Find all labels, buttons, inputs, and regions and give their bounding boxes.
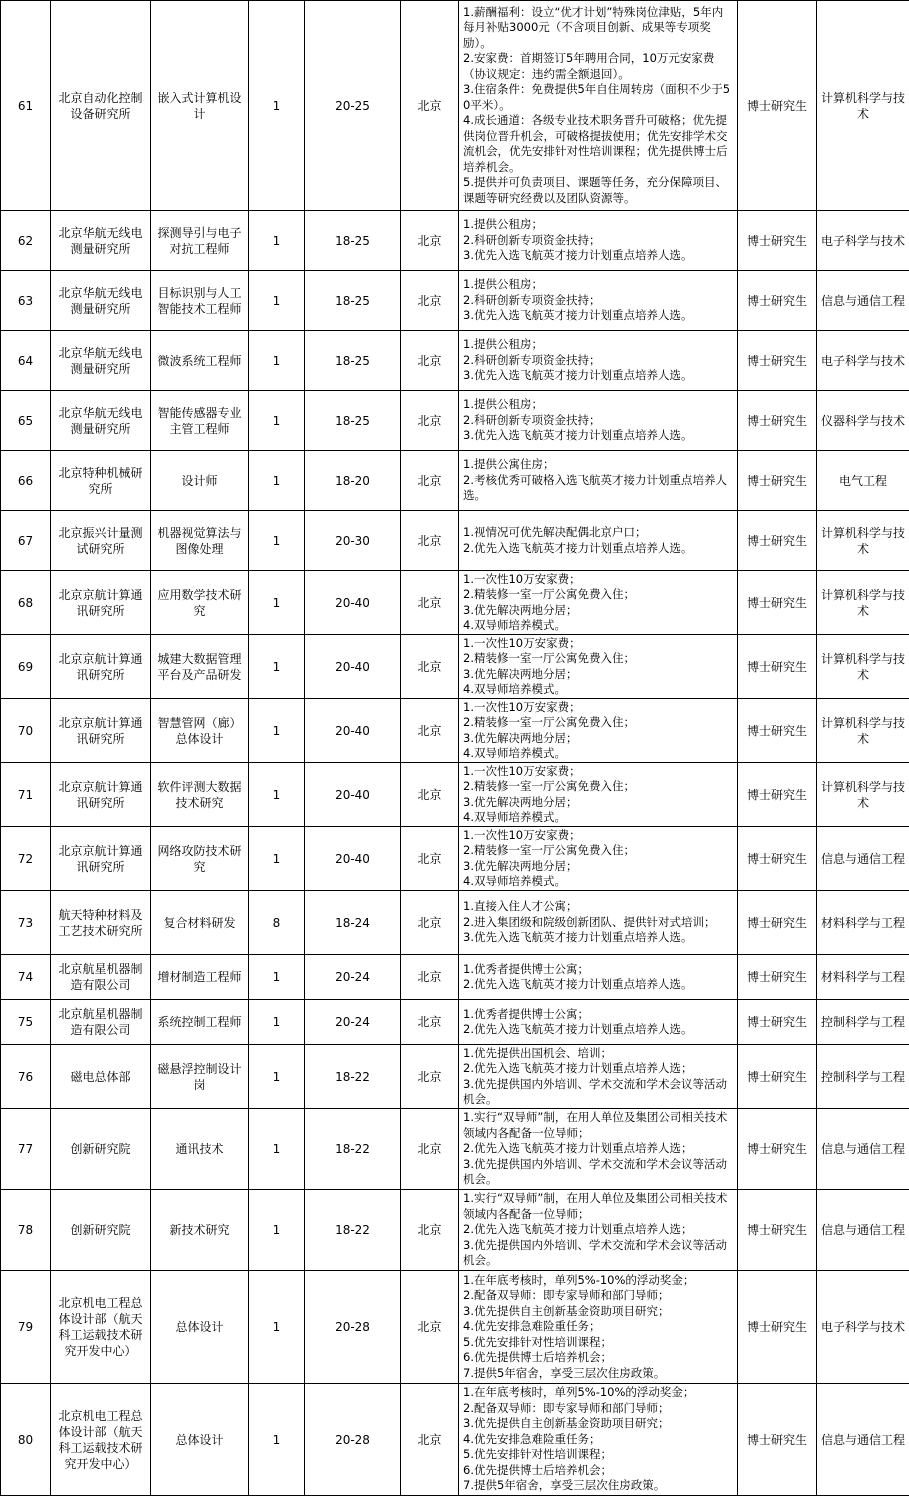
city-cell: 北京 xyxy=(401,1,459,211)
headcount-cell: 1 xyxy=(249,1190,305,1271)
major-cell: 电气工程 xyxy=(817,451,909,511)
benefit-line: 3.住宿条件：免费提供5年自住周转房（面积不少于50平米）。 xyxy=(463,82,733,113)
degree-cell: 博士研究生 xyxy=(738,891,817,955)
benefit-line: 1.优秀者提供博士公寓； xyxy=(463,1007,733,1023)
age-range-cell: 18-22 xyxy=(305,1190,401,1271)
headcount-cell: 1 xyxy=(249,699,305,763)
city-cell: 北京 xyxy=(401,331,459,391)
position-cell: 网络攻防技术研究 xyxy=(151,827,249,891)
table-row xyxy=(1,391,909,451)
city-cell: 北京 xyxy=(401,211,459,271)
benefit-line: 4.双导师培养模式。 xyxy=(463,682,733,698)
benefit-line: 5.优先安排针对性培训课程； xyxy=(463,1447,733,1463)
major-cell: 信息与通信工程 xyxy=(817,271,909,331)
benefit-line: 3.优先提供国内外培训、学术交流和学术会议等活动机会。 xyxy=(463,1238,733,1269)
city-cell: 北京 xyxy=(401,511,459,571)
benefit-line: 1.在年底考核时，单列5%-10%的浮动奖金； xyxy=(463,1273,733,1289)
degree-cell: 博士研究生 xyxy=(738,511,817,571)
benefit-line: 2.考核优秀可破格入选飞航英才接力计划重点培养人选。 xyxy=(463,473,733,504)
benefit-line: 2.安家费：首期签订5年聘用合同，10万元安家费（协议规定：违约需全额退回）。 xyxy=(463,51,733,82)
row-number: 73 xyxy=(1,891,51,955)
benefit-line: 1.直接入住人才公寓； xyxy=(463,899,733,915)
row-number: 71 xyxy=(1,763,51,827)
city-cell: 北京 xyxy=(401,451,459,511)
row-number: 75 xyxy=(1,1000,51,1045)
age-range-cell: 20-28 xyxy=(305,1384,401,1496)
city-cell: 北京 xyxy=(401,955,459,1000)
benefit-line: 2.科研创新专项资金扶持； xyxy=(463,413,733,429)
city-cell: 北京 xyxy=(401,699,459,763)
benefit-line: 2.优先入选飞航英才接力计划重点培养人选； xyxy=(463,1141,733,1157)
benefits-cell xyxy=(459,451,738,511)
degree-cell: 博士研究生 xyxy=(738,1000,817,1045)
organization-cell: 北京京航计算通讯研究所 xyxy=(51,699,151,763)
position-cell: 磁悬浮控制设计岗 xyxy=(151,1045,249,1109)
table-row xyxy=(1,211,909,271)
row-number: 76 xyxy=(1,1045,51,1109)
degree-cell: 博士研究生 xyxy=(738,1190,817,1271)
age-range-cell: 18-25 xyxy=(305,271,401,331)
headcount-cell: 1 xyxy=(249,1,305,211)
benefit-line: 1.提供公租房； xyxy=(463,337,733,353)
benefit-line: 2.科研创新专项资金扶持； xyxy=(463,293,733,309)
position-cell: 系统控制工程师 xyxy=(151,1000,249,1045)
major-cell: 计算机科学与技术 xyxy=(817,635,909,699)
benefit-line: 5.提供并可负责项目、课题等任务，充分保障项目、课题等研究经费以及团队资源等。 xyxy=(463,175,733,206)
age-range-cell: 20-30 xyxy=(305,511,401,571)
table-body xyxy=(1,1,909,1496)
benefit-line: 1.一次性10万安家费； xyxy=(463,636,733,652)
benefit-line: 1.薪酬福利：设立“优才计划”特殊岗位津贴，5年内每月补贴3000元（不含项目创新、成果等专项奖励）。 xyxy=(463,5,733,52)
benefits-cell xyxy=(459,391,738,451)
position-cell: 微波系统工程师 xyxy=(151,331,249,391)
age-range-cell: 20-25 xyxy=(305,1,401,211)
degree-cell: 博士研究生 xyxy=(738,1045,817,1109)
age-range-cell: 20-24 xyxy=(305,1000,401,1045)
organization-cell: 北京京航计算通讯研究所 xyxy=(51,571,151,635)
position-cell: 机器视觉算法与图像处理 xyxy=(151,511,249,571)
row-number: 63 xyxy=(1,271,51,331)
benefit-line: 2.科研创新专项资金扶持； xyxy=(463,233,733,249)
benefit-line: 1.视情况可优先解决配偶北京户口； xyxy=(463,525,733,541)
position-cell: 智能传感器专业主管工程师 xyxy=(151,391,249,451)
position-cell: 新技术研究 xyxy=(151,1190,249,1271)
position-cell: 探测导引与电子对抗工程师 xyxy=(151,211,249,271)
row-number: 74 xyxy=(1,955,51,1000)
major-cell: 电子科学与技术 xyxy=(817,211,909,271)
benefit-line: 3.优先解决两地分居； xyxy=(463,603,733,619)
table-row xyxy=(1,635,909,699)
organization-cell: 磁电总体部 xyxy=(51,1045,151,1109)
organization-cell: 北京振兴计量测试研究所 xyxy=(51,511,151,571)
headcount-cell: 1 xyxy=(249,571,305,635)
position-cell: 设计师 xyxy=(151,451,249,511)
city-cell: 北京 xyxy=(401,1045,459,1109)
headcount-cell: 1 xyxy=(249,1000,305,1045)
age-range-cell: 20-40 xyxy=(305,571,401,635)
table-row xyxy=(1,1384,909,1496)
major-cell: 电子科学与技术 xyxy=(817,1271,909,1384)
benefits-cell xyxy=(459,891,738,955)
benefits-cell xyxy=(459,827,738,891)
benefit-line: 3.优先提供自主创新基金资助项目研究； xyxy=(463,1416,733,1432)
organization-cell: 北京京航计算通讯研究所 xyxy=(51,635,151,699)
degree-cell: 博士研究生 xyxy=(738,331,817,391)
degree-cell: 博士研究生 xyxy=(738,391,817,451)
city-cell: 北京 xyxy=(401,763,459,827)
benefits-cell xyxy=(459,1271,738,1384)
benefit-line: 2.配备双导师：即专家导师和部门导师； xyxy=(463,1288,733,1304)
benefit-line: 2.精装修一室一厅公寓免费入住； xyxy=(463,587,733,603)
row-number: 62 xyxy=(1,211,51,271)
headcount-cell: 1 xyxy=(249,211,305,271)
benefit-line: 1.实行“双导师”制，在用人单位及集团公司相关技术领域内各配备一位导师； xyxy=(463,1191,733,1222)
degree-cell: 博士研究生 xyxy=(738,827,817,891)
benefit-line: 3.优先提供国内外培训、学术交流和学术会议等活动机会。 xyxy=(463,1157,733,1188)
degree-cell: 博士研究生 xyxy=(738,635,817,699)
row-number: 79 xyxy=(1,1271,51,1384)
benefits-cell xyxy=(459,955,738,1000)
benefits-cell xyxy=(459,1000,738,1045)
benefit-line: 1.在年底考核时，单列5%-10%的浮动奖金； xyxy=(463,1385,733,1401)
benefit-line: 3.优先入选飞航英才接力计划重点培养人选。 xyxy=(463,308,733,324)
table-row xyxy=(1,763,909,827)
table-row xyxy=(1,331,909,391)
age-range-cell: 20-40 xyxy=(305,827,401,891)
table-row xyxy=(1,1109,909,1190)
organization-cell: 北京航星机器制造有限公司 xyxy=(51,955,151,1000)
position-cell: 通讯技术 xyxy=(151,1109,249,1190)
benefits-cell xyxy=(459,511,738,571)
city-cell: 北京 xyxy=(401,571,459,635)
major-cell: 信息与通信工程 xyxy=(817,827,909,891)
age-range-cell: 20-40 xyxy=(305,763,401,827)
row-number: 70 xyxy=(1,699,51,763)
city-cell: 北京 xyxy=(401,635,459,699)
benefit-line: 1.提供公租房； xyxy=(463,217,733,233)
position-cell: 增材制造工程师 xyxy=(151,955,249,1000)
row-number: 77 xyxy=(1,1109,51,1190)
table-row xyxy=(1,1190,909,1271)
benefit-line: 4.双导师培养模式。 xyxy=(463,746,733,762)
table-row xyxy=(1,699,909,763)
organization-cell: 北京华航无线电测量研究所 xyxy=(51,211,151,271)
headcount-cell: 1 xyxy=(249,1045,305,1109)
city-cell: 北京 xyxy=(401,271,459,331)
benefit-line: 3.优先入选飞航英才接力计划重点培养人选。 xyxy=(463,428,733,444)
benefit-line: 4.优先安排急难险重任务； xyxy=(463,1319,733,1335)
benefit-line: 3.优先提供国内外培训、学术交流和学术会议等活动机会。 xyxy=(463,1077,733,1108)
degree-cell: 博士研究生 xyxy=(738,1109,817,1190)
age-range-cell: 18-25 xyxy=(305,331,401,391)
benefit-line: 2.科研创新专项资金扶持； xyxy=(463,353,733,369)
position-cell: 总体设计 xyxy=(151,1271,249,1384)
position-cell: 复合材料研发 xyxy=(151,891,249,955)
benefit-line: 2.精装修一室一厅公寓免费入住； xyxy=(463,843,733,859)
row-number: 66 xyxy=(1,451,51,511)
headcount-cell: 1 xyxy=(249,451,305,511)
benefit-line: 3.优先解决两地分居； xyxy=(463,667,733,683)
table-row xyxy=(1,1045,909,1109)
benefit-line: 3.优先入选飞航英才接力计划重点培养人选。 xyxy=(463,368,733,384)
position-cell: 嵌入式计算机设计 xyxy=(151,1,249,211)
table-row xyxy=(1,827,909,891)
benefit-line: 1.提供公租房； xyxy=(463,397,733,413)
table-row xyxy=(1,891,909,955)
organization-cell: 北京机电工程总体设计部（航天科工运载技术研究开发中心） xyxy=(51,1384,151,1496)
row-number: 72 xyxy=(1,827,51,891)
degree-cell: 博士研究生 xyxy=(738,211,817,271)
headcount-cell: 1 xyxy=(249,331,305,391)
degree-cell: 博士研究生 xyxy=(738,763,817,827)
major-cell: 控制科学与工程 xyxy=(817,1045,909,1109)
major-cell: 计算机科学与技术 xyxy=(817,699,909,763)
benefit-line: 2.精装修一室一厅公寓免费入住； xyxy=(463,779,733,795)
organization-cell: 北京华航无线电测量研究所 xyxy=(51,391,151,451)
age-range-cell: 18-25 xyxy=(305,391,401,451)
city-cell: 北京 xyxy=(401,891,459,955)
table-row xyxy=(1,1,909,211)
benefit-line: 4.双导师培养模式。 xyxy=(463,618,733,634)
organization-cell: 北京京航计算通讯研究所 xyxy=(51,827,151,891)
row-number: 67 xyxy=(1,511,51,571)
position-cell: 目标识别与人工智能技术工程师 xyxy=(151,271,249,331)
organization-cell: 创新研究院 xyxy=(51,1190,151,1271)
benefit-line: 2.进入集团级和院级创新团队、提供针对式培训； xyxy=(463,915,733,931)
benefit-line: 4.优先安排急难险重任务； xyxy=(463,1432,733,1448)
headcount-cell: 1 xyxy=(249,827,305,891)
headcount-cell: 8 xyxy=(249,891,305,955)
benefits-cell xyxy=(459,271,738,331)
benefit-line: 2.配备双导师：即专家导师和部门导师； xyxy=(463,1401,733,1417)
table-row xyxy=(1,955,909,1000)
major-cell: 控制科学与工程 xyxy=(817,1000,909,1045)
degree-cell: 博士研究生 xyxy=(738,1271,817,1384)
benefit-line: 6.优先提供博士后培养机会； xyxy=(463,1463,733,1479)
city-cell: 北京 xyxy=(401,1000,459,1045)
benefits-cell xyxy=(459,763,738,827)
benefit-line: 1.优先提供出国机会、培训； xyxy=(463,1046,733,1062)
degree-cell: 博士研究生 xyxy=(738,271,817,331)
benefit-line: 3.优先解决两地分居； xyxy=(463,731,733,747)
benefit-line: 1.一次性10万安家费； xyxy=(463,700,733,716)
benefit-line: 4.成长通道：各级专业技术职务晋升可破格；优先提供岗位晋升机会，可破格提拔使用；优先安排学术交流机会，优先安排针对性培训课程；优先提供博士后培养机会。 xyxy=(463,113,733,175)
city-cell: 北京 xyxy=(401,1109,459,1190)
benefit-line: 6.优先提供博士后培养机会； xyxy=(463,1350,733,1366)
table-row xyxy=(1,1271,909,1384)
city-cell: 北京 xyxy=(401,827,459,891)
benefit-line: 4.双导师培养模式。 xyxy=(463,874,733,890)
headcount-cell: 1 xyxy=(249,1271,305,1384)
city-cell: 北京 xyxy=(401,391,459,451)
benefit-line: 2.精装修一室一厅公寓免费入住； xyxy=(463,651,733,667)
major-cell: 计算机科学与技术 xyxy=(817,1,909,211)
benefit-line: 4.双导师培养模式。 xyxy=(463,810,733,826)
benefit-line: 1.提供公寓住房； xyxy=(463,457,733,473)
age-range-cell: 20-40 xyxy=(305,699,401,763)
table-row xyxy=(1,451,909,511)
age-range-cell: 20-40 xyxy=(305,635,401,699)
benefits-cell xyxy=(459,1109,738,1190)
table-row xyxy=(1,1000,909,1045)
benefits-cell xyxy=(459,331,738,391)
benefit-line: 7.提供5年宿舍，享受三层次住房政策。 xyxy=(463,1478,733,1494)
headcount-cell: 1 xyxy=(249,955,305,1000)
major-cell: 仪器科学与技术 xyxy=(817,391,909,451)
benefit-line: 3.优先解决两地分居； xyxy=(463,795,733,811)
benefit-line: 1.一次性10万安家费； xyxy=(463,764,733,780)
major-cell: 信息与通信工程 xyxy=(817,1384,909,1496)
position-cell: 总体设计 xyxy=(151,1384,249,1496)
major-cell: 信息与通信工程 xyxy=(817,1109,909,1190)
age-range-cell: 18-20 xyxy=(305,451,401,511)
row-number: 68 xyxy=(1,571,51,635)
benefit-line: 1.优秀者提供博士公寓； xyxy=(463,962,733,978)
benefits-cell xyxy=(459,1384,738,1496)
benefit-line: 3.优先入选飞航英才接力计划重点培养人选。 xyxy=(463,248,733,264)
age-range-cell: 18-24 xyxy=(305,891,401,955)
age-range-cell: 18-22 xyxy=(305,1045,401,1109)
headcount-cell: 1 xyxy=(249,511,305,571)
benefit-line: 1.一次性10万安家费； xyxy=(463,828,733,844)
benefits-cell xyxy=(459,1,738,211)
row-number: 69 xyxy=(1,635,51,699)
position-cell: 软件评测大数据技术研究 xyxy=(151,763,249,827)
organization-cell: 北京航星机器制造有限公司 xyxy=(51,1000,151,1045)
row-number: 61 xyxy=(1,1,51,211)
table-row xyxy=(1,571,909,635)
major-cell: 材料科学与工程 xyxy=(817,891,909,955)
major-cell: 电子科学与技术 xyxy=(817,331,909,391)
row-number: 65 xyxy=(1,391,51,451)
position-cell: 应用数学技术研究 xyxy=(151,571,249,635)
degree-cell: 博士研究生 xyxy=(738,451,817,511)
organization-cell: 北京华航无线电测量研究所 xyxy=(51,331,151,391)
age-range-cell: 20-28 xyxy=(305,1271,401,1384)
headcount-cell: 1 xyxy=(249,635,305,699)
benefits-cell xyxy=(459,571,738,635)
benefit-line: 1.提供公租房； xyxy=(463,277,733,293)
benefit-line: 7.提供5年宿舍，享受三层次住房政策。 xyxy=(463,1366,733,1382)
degree-cell: 博士研究生 xyxy=(738,1384,817,1496)
position-cell: 智慧管网（廊）总体设计 xyxy=(151,699,249,763)
major-cell: 计算机科学与技术 xyxy=(817,511,909,571)
organization-cell: 北京自动化控制设备研究所 xyxy=(51,1,151,211)
headcount-cell: 1 xyxy=(249,1384,305,1496)
city-cell: 北京 xyxy=(401,1271,459,1384)
degree-cell: 博士研究生 xyxy=(738,571,817,635)
degree-cell: 博士研究生 xyxy=(738,699,817,763)
table-row xyxy=(1,271,909,331)
benefits-cell xyxy=(459,699,738,763)
benefits-cell xyxy=(459,1190,738,1271)
age-range-cell: 18-22 xyxy=(305,1109,401,1190)
row-number: 80 xyxy=(1,1384,51,1496)
benefit-line: 1.一次性10万安家费； xyxy=(463,572,733,588)
benefit-line: 3.优先解决两地分居； xyxy=(463,859,733,875)
organization-cell: 北京京航计算通讯研究所 xyxy=(51,763,151,827)
degree-cell: 博士研究生 xyxy=(738,1,817,211)
benefit-line: 1.实行“双导师”制，在用人单位及集团公司相关技术领域内各配备一位导师； xyxy=(463,1110,733,1141)
organization-cell: 创新研究院 xyxy=(51,1109,151,1190)
age-range-cell: 18-25 xyxy=(305,211,401,271)
benefits-cell xyxy=(459,635,738,699)
benefit-line: 2.优先入选飞航英才接力计划重点培养人选。 xyxy=(463,1022,733,1038)
major-cell: 计算机科学与技术 xyxy=(817,571,909,635)
benefit-line: 2.优先入选飞航英才接力计划重点培养人选。 xyxy=(463,977,733,993)
major-cell: 计算机科学与技术 xyxy=(817,763,909,827)
table-row xyxy=(1,511,909,571)
organization-cell: 北京华航无线电测量研究所 xyxy=(51,271,151,331)
benefits-cell xyxy=(459,211,738,271)
benefit-line: 3.优先入选飞航英才接力计划重点培养人选。 xyxy=(463,930,733,946)
organization-cell: 北京机电工程总体设计部（航天科工运载技术研究开发中心） xyxy=(51,1271,151,1384)
benefit-line: 2.优先入选飞航英才接力计划重点培养人选。 xyxy=(463,541,733,557)
benefit-line: 5.优先安排针对性培训课程； xyxy=(463,1335,733,1351)
headcount-cell: 1 xyxy=(249,1109,305,1190)
city-cell: 北京 xyxy=(401,1190,459,1271)
benefit-line: 3.优先提供自主创新基金资助项目研究； xyxy=(463,1304,733,1320)
benefits-cell xyxy=(459,1045,738,1109)
major-cell: 材料科学与工程 xyxy=(817,955,909,1000)
organization-cell: 北京特种机械研究所 xyxy=(51,451,151,511)
benefit-line: 2.优先入选飞航英才接力计划重点培养人选； xyxy=(463,1222,733,1238)
age-range-cell: 20-24 xyxy=(305,955,401,1000)
headcount-cell: 1 xyxy=(249,271,305,331)
major-cell: 信息与通信工程 xyxy=(817,1190,909,1271)
row-number: 78 xyxy=(1,1190,51,1271)
headcount-cell: 1 xyxy=(249,763,305,827)
headcount-cell: 1 xyxy=(249,391,305,451)
position-cell: 城建大数据管理平台及产品研发 xyxy=(151,635,249,699)
organization-cell: 航天特种材料及工艺技术研究所 xyxy=(51,891,151,955)
row-number: 64 xyxy=(1,331,51,391)
degree-cell: 博士研究生 xyxy=(738,955,817,1000)
benefit-line: 2.优先入选飞航英才接力计划重点培养人选； xyxy=(463,1061,733,1077)
benefit-line: 2.精装修一室一厅公寓免费入住； xyxy=(463,715,733,731)
city-cell: 北京 xyxy=(401,1384,459,1496)
